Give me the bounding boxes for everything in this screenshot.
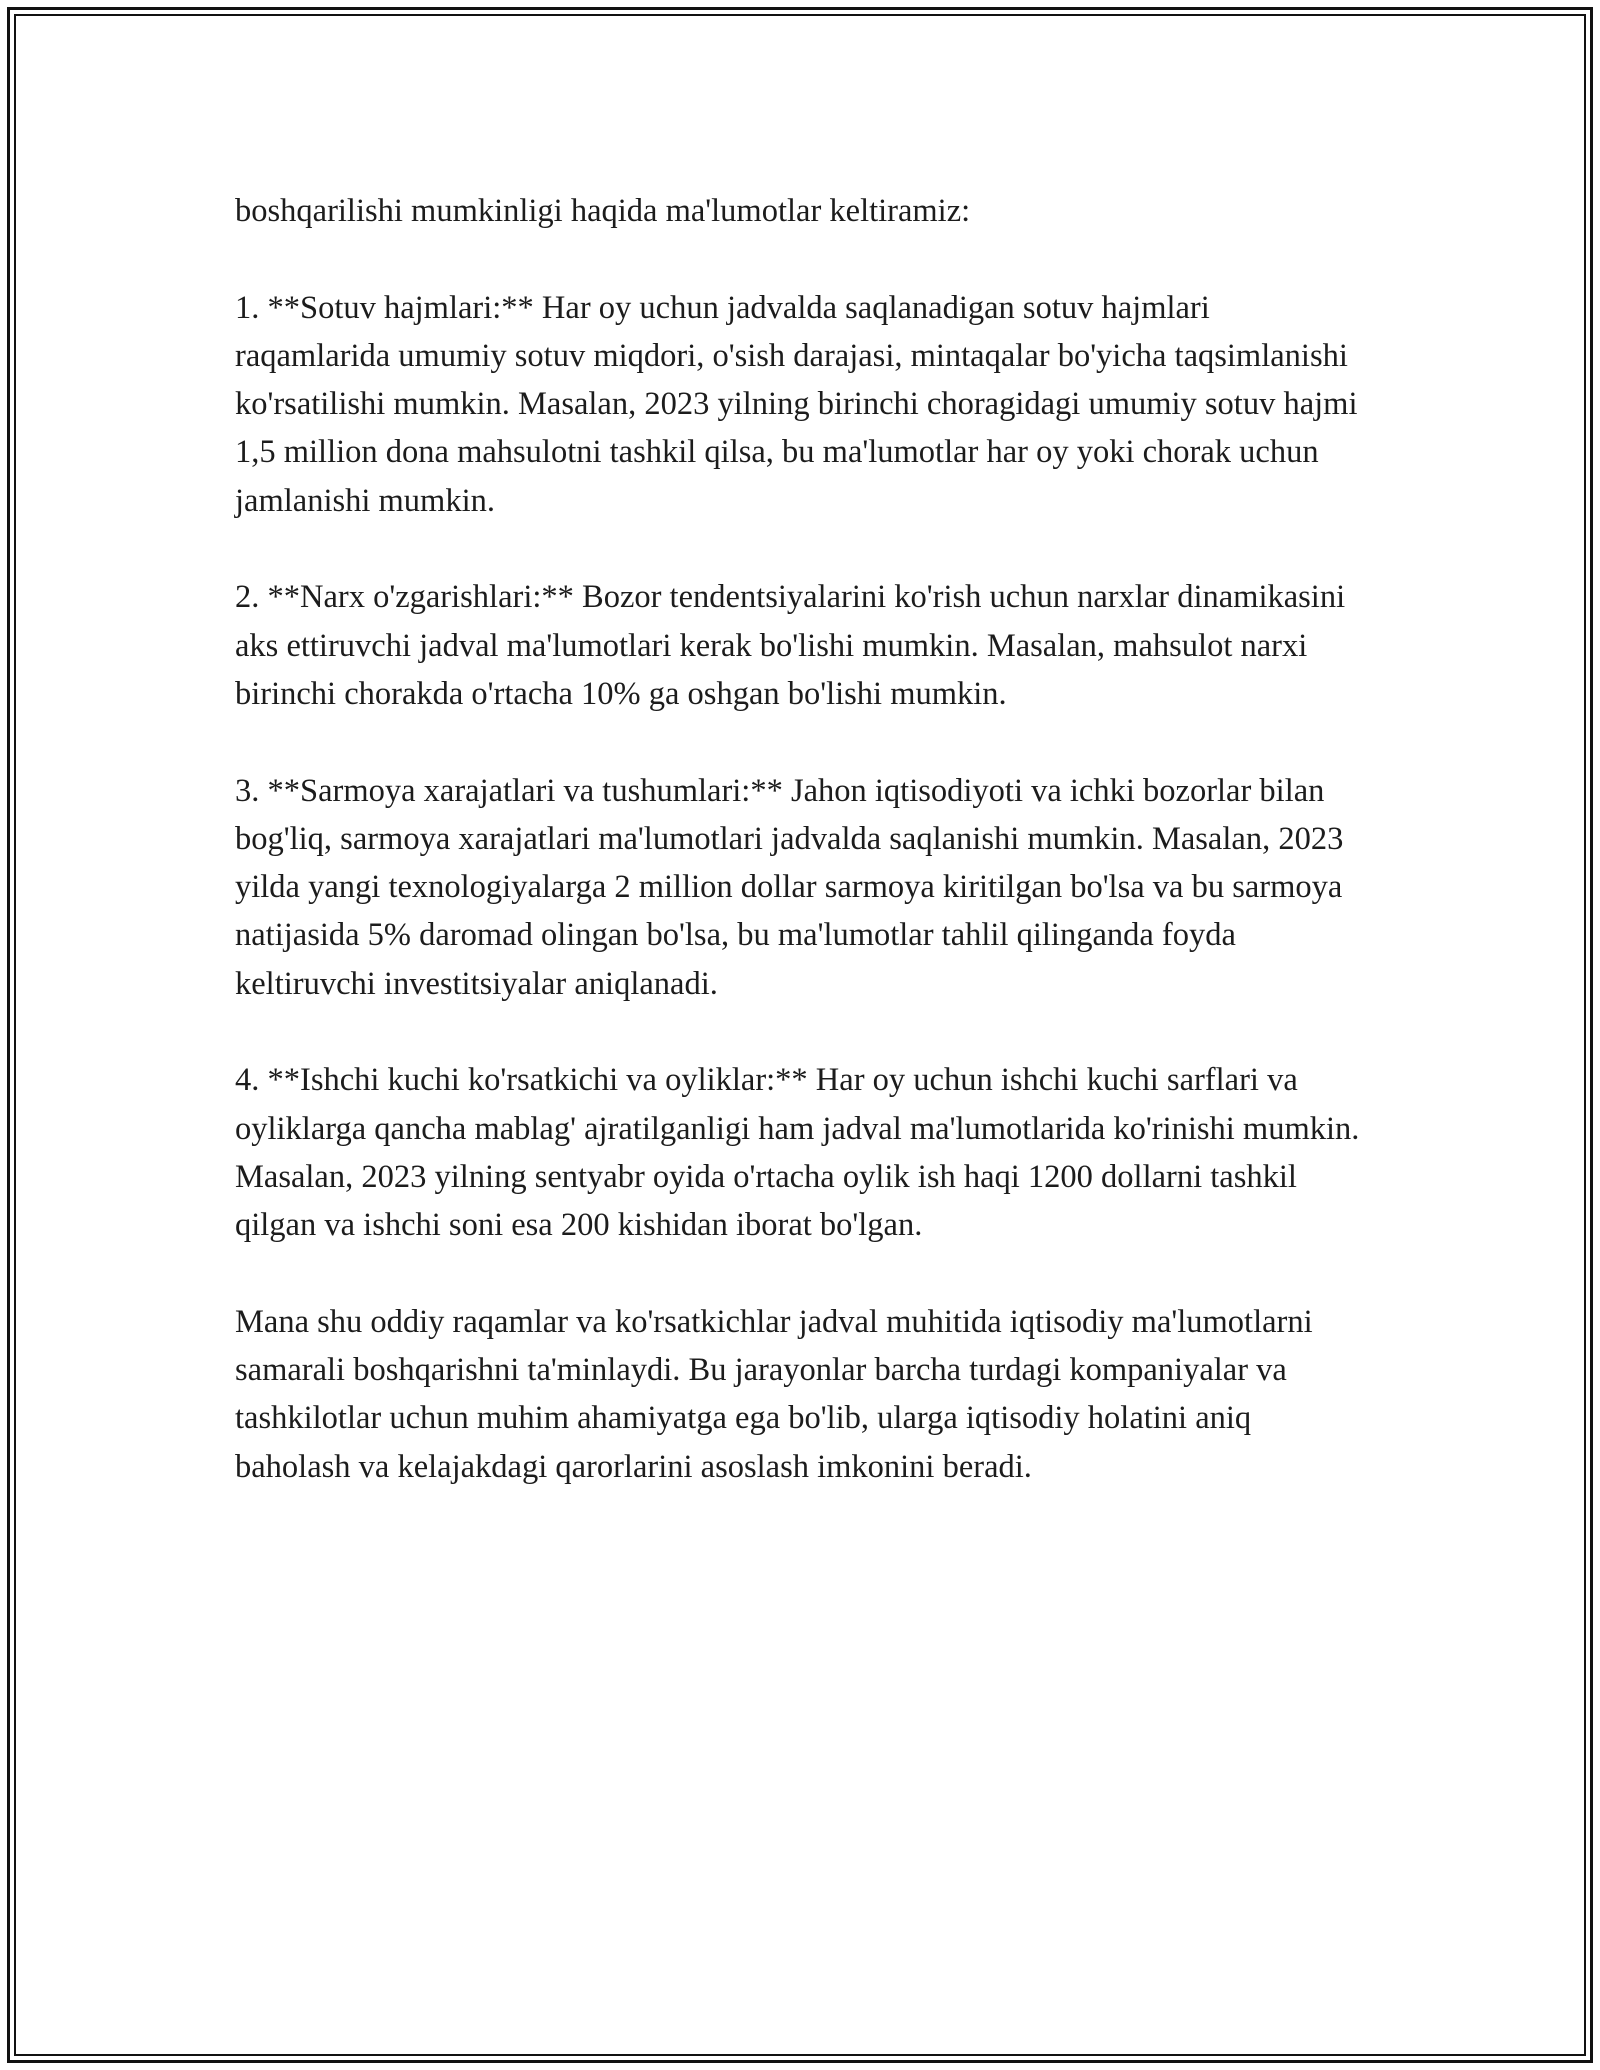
paragraph-workforce: 4. **Ishchi kuchi ko'rsatkichi va oyliklar:** Har oy uchun ishchi kuchi sarflari va oyliklarga qancha mablag' ajratilganligi ham jadval ma'lumotlarida ko'rinishi mumkin. Masalan, 2023 yilning sentyabr oyida o'rtacha oylik ish haqi 1200 dollarni tashkil qilgan va ishchi soni esa 200 kishidan iborat bo'lgan. <box>235 1062 1360 1244</box>
paragraph-sales-volumes: 1. **Sotuv hajmlari:** Har oy uchun jadvalda saqlanadigan sotuv hajmlari raqamlarida umumiy sotuv miqdori, o'sish darajasi, mintaqalar bo'yicha taqsimlanishi ko'rsatilishi mumkin. Masalan, 2023 yilning birinchi choragidagi umumiy sotuv hajmi 1,5 million dona mahsulotni tashkil qilsa, bu ma'lumotlar har oy yoki chorak uchun jamlanishi mumkin. <box>235 289 1358 519</box>
paragraph-price-changes: 2. **Narx o'zgarishlari:** Bozor tendentsiyalarini ko'rish uchun narxlar dinamikasini aks ettiruvchi jadval ma'lumotlari kerak bo'lishi mumkin. Masalan, mahsulot narxi birinchi chorakda o'rtacha 10% ga oshgan bo'lishi mumkin. <box>235 579 1346 712</box>
intro-line: boshqarilishi mumkinligi haqida ma'lumotlar keltiramiz: <box>235 193 971 229</box>
paragraph-conclusion: Mana shu oddiy raqamlar va ko'rsatkichlar jadval muhitida iqtisodiy ma'lumotlarni samarali boshqarishni ta'minlaydi. Bu jarayonlar barcha turdagi kompaniyalar va tashkilotlar uchun muhim ahamiyatga ega bo'lib, ularga iqtisodiy holatini aniq baholash va kelajakdagi qarorlarini asoslash imkonini beradi. <box>235 1303 1313 1485</box>
document-body <box>235 187 1365 1491</box>
paragraph-investment: 3. **Sarmoya xarajatlari va tushumlari:** Jahon iqtisodiyoti va ichki bozorlar bilan bog'liq, sarmoya xarajatlari ma'lumotlari jadvalda saqlanishi mumkin. Masalan, 2023 yilda yangi texnologiyalarga 2 million dollar sarmoya kiritilgan bo'lsa va bu sarmoya natijasida 5% daromad olingan bo'lsa, bu ma'lumotlar tahlil qilinganda foyda keltiruvchi investitsiyalar aniqlanadi. <box>235 772 1344 1002</box>
